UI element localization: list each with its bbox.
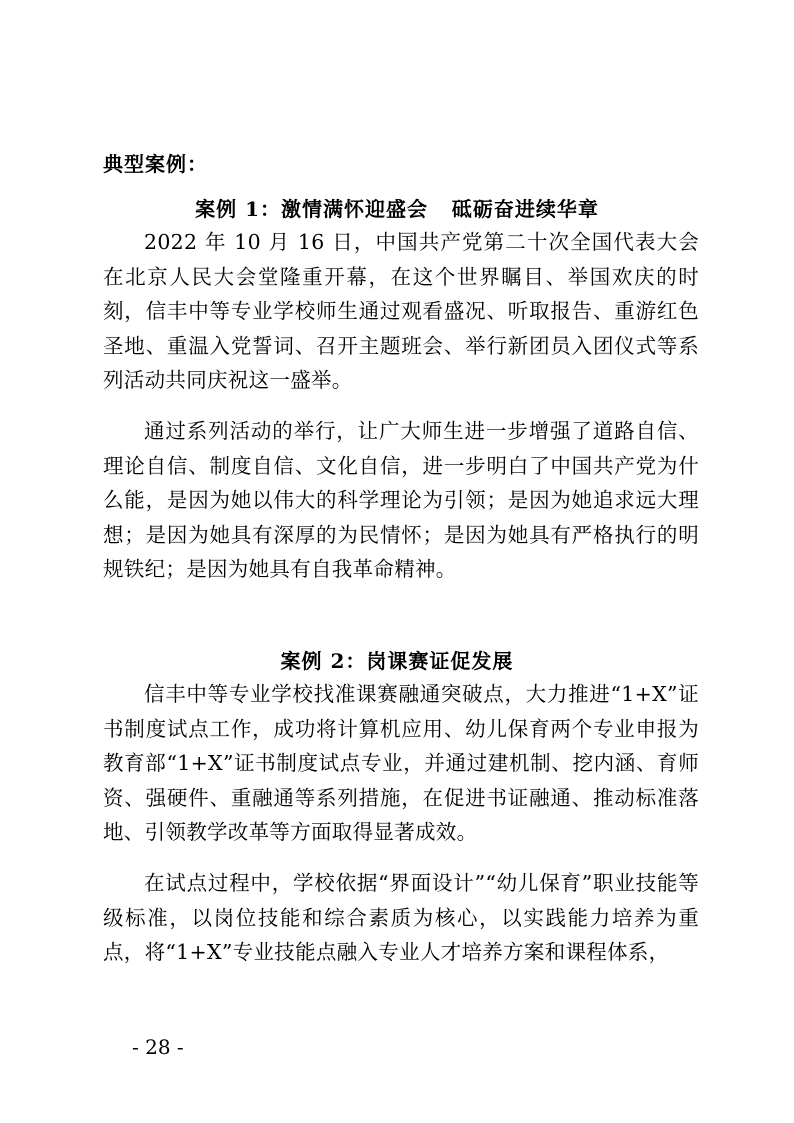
case2-title: 案例 2：岗课赛证促发展 — [280, 649, 514, 673]
case2-paragraph-2: 在试点过程中，学校依据“界面设计”“幼儿保育”职业技能等级标准，以岗位技能和综合素质为核心，以实践能力培养为重点，将“1+X”专业技能点融入专业人才培养方案和课程体系， — [103, 871, 699, 964]
page-number: - 28 - — [132, 1035, 184, 1059]
case2-paragraph-1: 信丰中等专业学校找准课赛融通突破点，大力推进“1+X”证书制度试点工作，成功将计算机应用、幼儿保育两个专业申报为教育部“1+X”证书制度试点专业，并通过建机制、挖内涵、育师资、强硬件、重融通等系列措施，在促进书证融通、推动标准落地、引领教学改革等方面取得显著成效。 — [103, 682, 699, 844]
case1-paragraph-2: 通过系列活动的举行，让广大师生进一步增强了道路自信、理论自信、制度自信、文化自信，进一步明白了中国共产党为什么能，是因为她以伟大的科学理论为引领；是因为她追求远大理想；是因为她具有深厚的为民情怀；是因为她具有严格执行的明规铁纪；是因为她具有自我革命精神。 — [103, 419, 699, 581]
case1-paragraph-1: 2022 年 10 月 16 日，中国共产党第二十次全国代表大会在北京人民大会堂隆重开幕，在这个世界瞩目、举国欢庆的时刻，信丰中等专业学校师生通过观看盛况、听取报告、重游红色圣地、重温入党誓词、召开主题班会、举行新团员入团仪式等系列活动共同庆祝这一盛举。 — [103, 230, 699, 392]
case1-title: 案例 1：激情满怀迎盛会 砥砺奋进续华章 — [195, 197, 599, 221]
section-heading: 典型案例： — [103, 152, 208, 176]
